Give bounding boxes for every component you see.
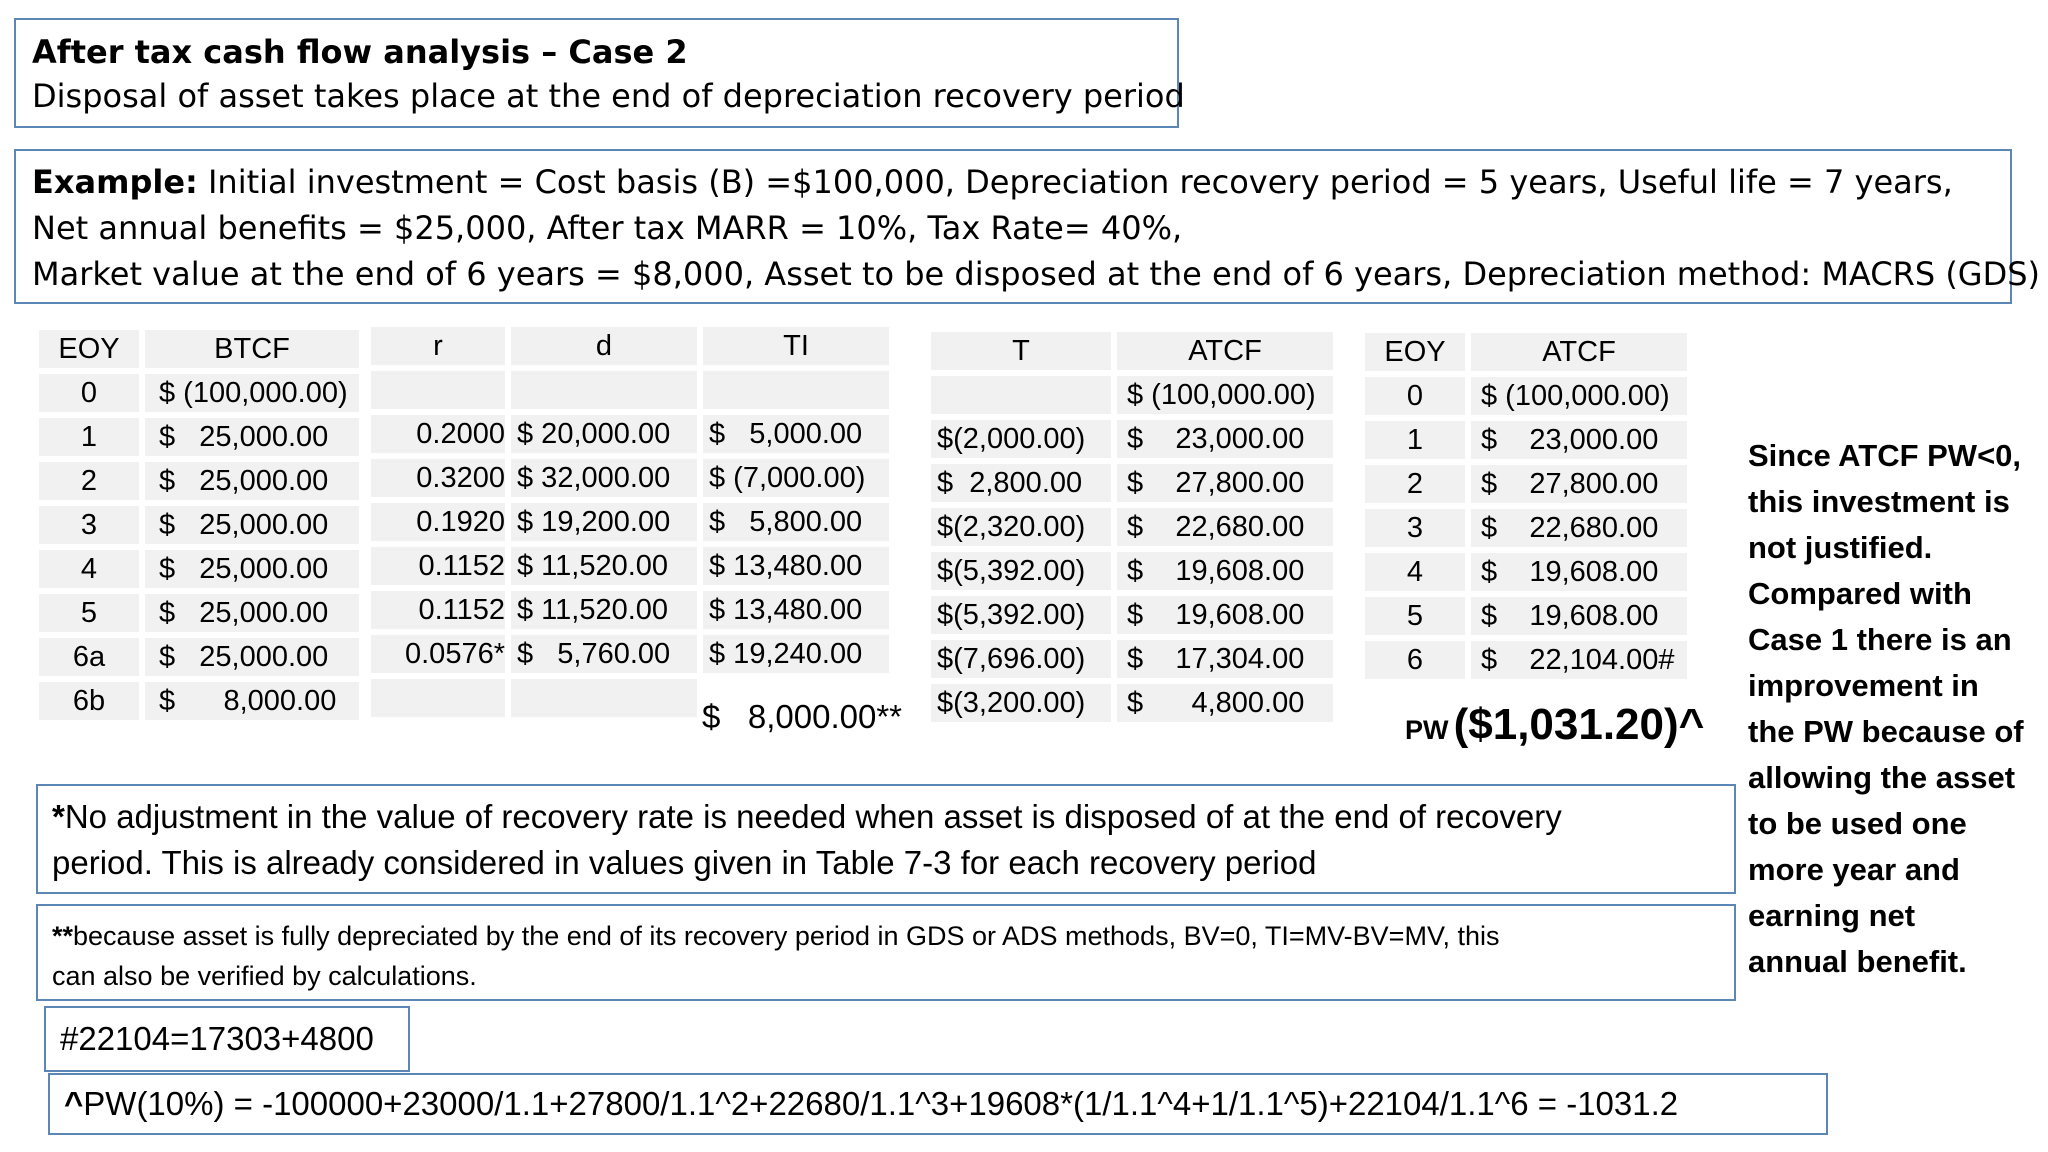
pw-result: [1405, 700, 1704, 750]
r-cell: 0.1920: [368, 500, 508, 544]
atcf-cell: $ 19,608.00: [1114, 593, 1336, 637]
ti-cell: $ 5,800.00: [700, 500, 892, 544]
atcf-cell: $ 19,608.00: [1114, 549, 1336, 593]
header-r: r: [368, 324, 508, 368]
conclusion-line: Since ATCF PW<0,: [1748, 438, 2022, 473]
conclusion-line: not justified.: [1748, 530, 1933, 565]
tax-table: [928, 329, 1336, 725]
btcf-cell: $ 25,000.00: [142, 547, 362, 591]
conclusion-line: annual benefit.: [1748, 944, 1967, 979]
note1-text: No adjustment in the value of recovery rate is needed when asset is disposed of at the end of recovery: [64, 798, 1562, 835]
btcf-cell: $ 25,000.00: [142, 459, 362, 503]
atcf-cell: $ 19,608.00: [1468, 594, 1690, 638]
ti-cell: $ 5,000.00: [700, 412, 892, 456]
conclusion-line: the PW because of: [1748, 714, 2024, 749]
note1-mark: *: [52, 798, 65, 835]
eoy-cell: 4: [36, 547, 142, 591]
note-pw-formula: [48, 1073, 1828, 1135]
eoy-cell: 4: [1362, 550, 1468, 594]
note2-line-1: [52, 916, 1720, 956]
ti-cell: $ (7,000.00): [700, 456, 892, 500]
example-line-1: [32, 159, 1994, 205]
page-subtitle: Disposal of asset takes place at the end of depreciation recovery period: [32, 77, 1185, 115]
t-cell: $(2,000.00): [928, 417, 1114, 461]
eoy-cell: 5: [36, 591, 142, 635]
btcf-cell: $ 25,000.00: [142, 415, 362, 459]
atcf-cell: $ 4,800.00: [1114, 681, 1336, 725]
d-cell: [508, 676, 700, 720]
eoy-cell: 5: [1362, 594, 1468, 638]
eoy-cell: 0: [1362, 374, 1468, 418]
btcf-cell: $ 8,000.00: [142, 679, 362, 723]
note2-text: because asset is fully depreciated by the end of its recovery period in GDS or ADS methods, BV=0, TI=MV-BV=MV, this: [73, 921, 1500, 951]
eoy-cell: 3: [36, 503, 142, 547]
header-btcf: BTCF: [142, 327, 362, 371]
conclusion-line: Case 1 there is an: [1748, 622, 2012, 657]
t-cell: [928, 373, 1114, 417]
r-cell: 0.0576*: [368, 632, 508, 676]
eoy-cell: 1: [1362, 418, 1468, 462]
note4-line: [64, 1081, 1812, 1127]
conclusion-note: [1748, 433, 2024, 985]
conclusion-line: Compared with: [1748, 576, 1972, 611]
t-cell: $(5,392.00): [928, 549, 1114, 593]
atcf-summary-table: [1362, 330, 1690, 682]
eoy-cell: 1: [36, 415, 142, 459]
note3-text: #22104=17303+4800: [60, 1020, 374, 1057]
conclusion-line: more year and: [1748, 852, 1960, 887]
d-cell: $ 20,000.00: [508, 412, 700, 456]
atcf-cell: $ 23,000.00: [1114, 417, 1336, 461]
d-cell: $ 5,760.00: [508, 632, 700, 676]
note2-line-2: can also be verified by calculations.: [52, 961, 477, 991]
t-cell: $(2,320.00): [928, 505, 1114, 549]
atcf-cell: $ (100,000.00): [1468, 374, 1690, 418]
atcf-cell: $ 19,608.00: [1468, 550, 1690, 594]
header-atcf: ATCF: [1114, 329, 1336, 373]
ti-cell: $ 19,240.00: [700, 632, 892, 676]
eoy-cell: 0: [36, 371, 142, 415]
r-cell: [368, 676, 508, 720]
d-cell: $ 11,520.00: [508, 588, 700, 632]
page-title: After tax cash flow analysis – Case 2: [32, 33, 688, 71]
pw-label: PW: [1405, 715, 1449, 745]
note4-mark: ^: [64, 1085, 84, 1122]
btcf-table: [36, 327, 362, 723]
atcf-cell: $ 27,800.00: [1114, 461, 1336, 505]
header-atcf: ATCF: [1468, 330, 1690, 374]
d-cell: $ 11,520.00: [508, 544, 700, 588]
d-cell: $ 19,200.00: [508, 500, 700, 544]
example-line-2: Net annual benefits = $25,000, After tax MARR = 10%, Tax Rate= 40%,: [32, 209, 1183, 247]
header-t: T: [928, 329, 1114, 373]
note-fully-depreciated: [36, 904, 1736, 1001]
note1-line-2: period. This is already considered in values given in Table 7-3 for each recovery period: [52, 844, 1317, 881]
atcf-cell: $ 22,680.00: [1468, 506, 1690, 550]
btcf-cell: $ 25,000.00: [142, 635, 362, 679]
depreciation-table: [368, 324, 892, 720]
ti-cell: $ 13,480.00: [700, 544, 892, 588]
header-d: d: [508, 324, 700, 368]
atcf-cell: $ 23,000.00: [1468, 418, 1690, 462]
ti-6b-value: $ 8,000.00**: [702, 698, 902, 735]
note1-line-1: [52, 794, 1720, 840]
note4-text: PW(10%) = -100000+23000/1.1+27800/1.1^2+22680/1.1^3+19608*(1/1.1^4+1/1.1^5)+22104/1.1^6 = -1031.2: [83, 1085, 1679, 1122]
t-cell: $(3,200.00): [928, 681, 1114, 725]
r-cell: 0.1152: [368, 544, 508, 588]
d-cell: $ 32,000.00: [508, 456, 700, 500]
pw-value: ($1,031.20)^: [1453, 700, 1705, 749]
atcf-cell: $ (100,000.00): [1114, 373, 1336, 417]
t-cell: $(5,392.00): [928, 593, 1114, 637]
r-cell: 0.2000: [368, 412, 508, 456]
example-text-1: Initial investment = Cost basis (B) =$100,000, Depreciation recovery period = 5 years, Useful life = 7 years,: [197, 163, 1953, 201]
conclusion-line: allowing the asset: [1748, 760, 2016, 795]
note-recovery-rate: [36, 784, 1736, 894]
note2-mark: **: [52, 921, 74, 951]
header-ti: TI: [700, 324, 892, 368]
r-cell: 0.1152: [368, 588, 508, 632]
example-line-3: Market value at the end of 6 years = $8,000, Asset to be disposed at the end of 6 years, Depreciation method: MACRS (GDS): [32, 255, 2041, 293]
btcf-cell: $ 25,000.00: [142, 591, 362, 635]
ti-cell: [700, 368, 892, 412]
conclusion-line: improvement in: [1748, 668, 1979, 703]
atcf-cell: $ 22,104.00#: [1468, 638, 1690, 682]
conclusion-line: earning net: [1748, 898, 1916, 933]
conclusion-line: to be used one: [1748, 806, 1967, 841]
eoy-cell: 2: [1362, 462, 1468, 506]
t-cell: $ 2,800.00: [928, 461, 1114, 505]
ti-cell: $ 13,480.00: [700, 588, 892, 632]
eoy-cell: 6b: [36, 679, 142, 723]
btcf-cell: $ 25,000.00: [142, 503, 362, 547]
atcf-cell: $ 27,800.00: [1468, 462, 1690, 506]
r-cell: 0.3200: [368, 456, 508, 500]
example-label: Example:: [32, 163, 198, 201]
title-box: [14, 18, 1185, 128]
eoy-cell: 6: [1362, 638, 1468, 682]
header-eoy: EOY: [36, 327, 142, 371]
d-cell: [508, 368, 700, 412]
note-atcf-sum: [44, 1006, 410, 1072]
eoy-cell: 6a: [36, 635, 142, 679]
atcf-cell: $ 17,304.00: [1114, 637, 1336, 681]
eoy-cell: 3: [1362, 506, 1468, 550]
atcf-cell: $ 22,680.00: [1114, 505, 1336, 549]
btcf-cell: $ (100,000.00): [142, 371, 362, 415]
r-cell: [368, 368, 508, 412]
eoy-cell: 2: [36, 459, 142, 503]
example-box: [14, 149, 2041, 304]
header-eoy: EOY: [1362, 330, 1468, 374]
conclusion-line: this investment is: [1748, 484, 2010, 519]
t-cell: $(7,696.00): [928, 637, 1114, 681]
